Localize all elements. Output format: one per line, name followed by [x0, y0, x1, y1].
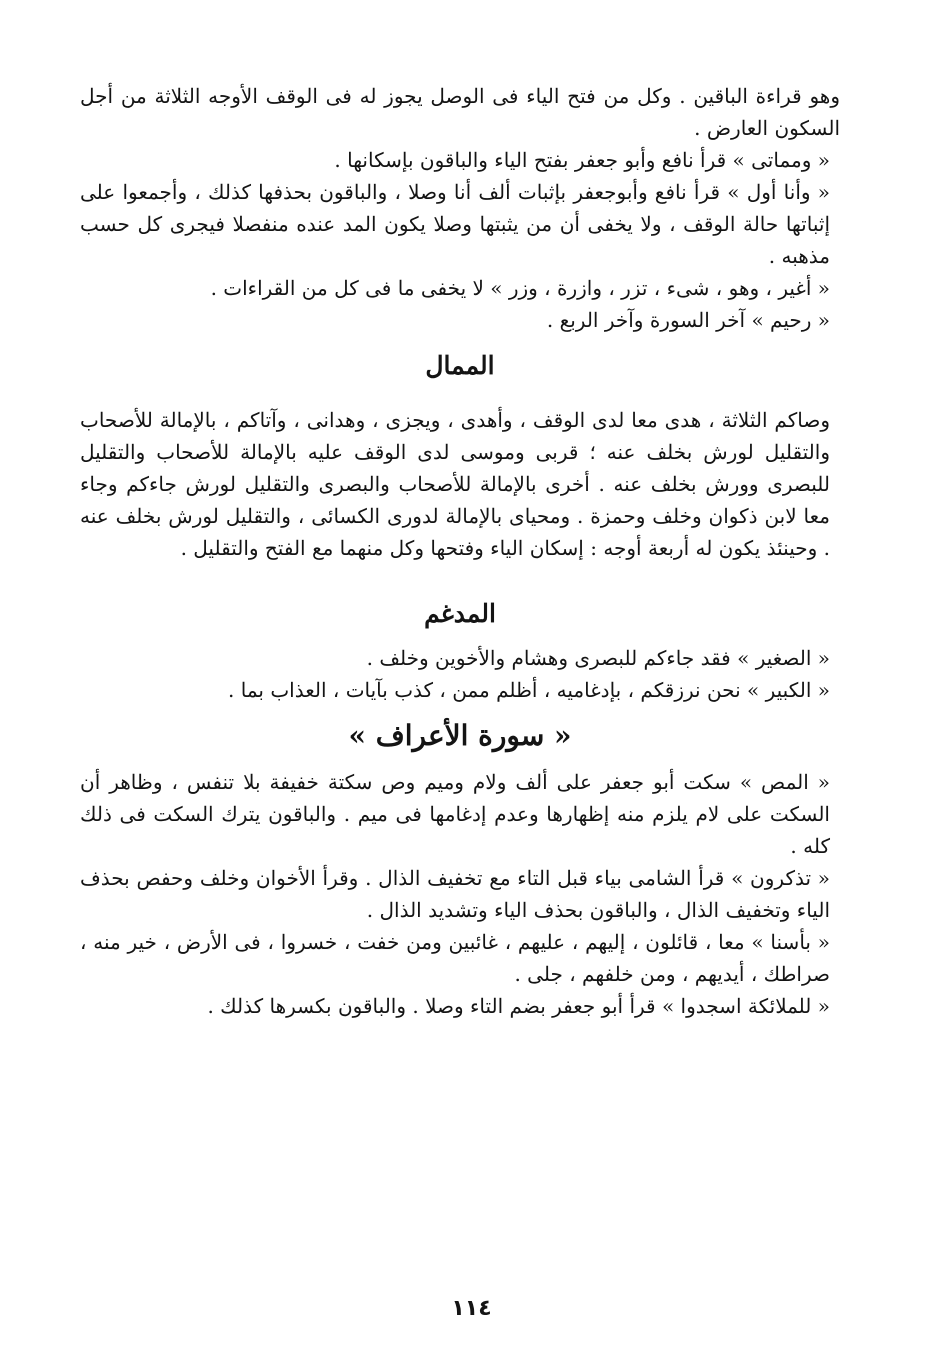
- page-number: ١١٤: [451, 1296, 492, 1321]
- paragraph: « الكبير » نحن نرزقكم ، بإدغاميه ، أظلم ممن ، كذب بآيات ، العذاب بما .: [228, 678, 830, 702]
- text-column: [80, 80, 840, 1022]
- paragraph: « بأسنا » معا ، قائلون ، إليهم ، عليهم ، غائبين ومن خفت ، خسروا ، فى الأرض ، خير منه ، صراطك ، أيديهم ، ومن خلفهم ، جلى .: [80, 930, 830, 986]
- paragraph: « وأنا أول » قرأ نافع وأبوجعفر بإثبات ألف أنا وصلا ، والباقون بحذفها كذلك ، وأجمعوا على إثباتها حالة الوقف ، ولا يخفى أن من يثبتها وصلا يكون المد عنده منفصلا فيجرى كل حسب مذهبه .: [80, 180, 830, 268]
- paragraph: « ومماتى » قرأ نافع وأبو جعفر بفتح الياء والباقون بإسكانها .: [334, 148, 830, 172]
- paragraph: « للملائكة اسجدوا » قرأ أبو جعفر بضم التاء وصلا . والباقون بكسرها كذلك .: [207, 994, 830, 1018]
- paragraph: وهو قراءة الباقين . وكل من فتح الياء فى الوصل يجوز له فى الوقف الأوجه الثلاثة من أجل السكون العارض .: [80, 84, 840, 140]
- section-heading-mudgham: المدغم: [424, 599, 496, 628]
- paragraph: « الصغير » فقد جاءكم للبصرى وهشام والأخوين وخلف .: [366, 646, 830, 670]
- paragraph: وصاكم الثلاثة ، هدى معا لدى الوقف ، وأهدى ، ويجزى ، وهدانى ، وآتاكم ، بالإمالة للأصحاب والتقليل لورش بخلف عنه ؛ قربى وموسى لدى الوقف عليه بالإمالة للأصحاب والتقليل للبصرى وورش بخلف عنه . أخرى بالإمالة للأصحاب والبصرى والتقليل لورش جاءكم وجاء معا لابن ذكوان وخلف وحمزة . ومحياى بالإمالة لدورى الكسائى ، والتقليل لورش بخلف عنه . وحينئذ يكون له أربعة أوجه : إسكان الياء وفتحها وكل منهما مع الفتح والتقليل .: [80, 408, 830, 560]
- sura-title: « سورة الأعراف »: [348, 719, 572, 752]
- paragraph: « تذكرون » قرأ الشامى بياء قبل التاء مع تخفيف الذال . وقرأ الأخوان وخلف وحفص بحذف الياء وتخفيف الذال ، والباقون بحذف الياء وتشديد الذال .: [80, 866, 830, 922]
- paragraph: « أغير ، وهو ، شىء ، تزر ، وازرة ، وزر » لا يخفى ما فى كل من القراءات .: [210, 276, 830, 300]
- paragraph: « رحيم » آخر السورة وآخر الربع .: [546, 308, 830, 332]
- section-heading-mumal: الممال: [425, 351, 495, 380]
- paragraph: « المص » سكت أبو جعفر على ألف ولام وميم وص سكتة خفيفة بلا تنفس ، وظاهر أن السكت على لام يلزم منه إظهارها وعدم إدغامها فى ميم . والباقون يترك السكت فى ذلك كله .: [80, 770, 830, 858]
